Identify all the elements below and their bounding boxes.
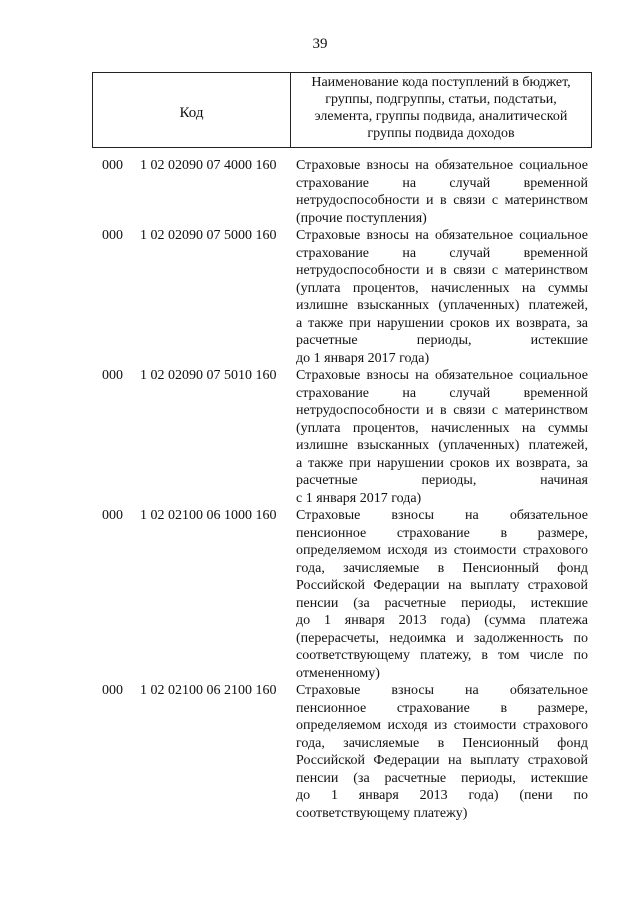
revenue-code: 1 02 02100 06 2100 160: [140, 683, 277, 698]
description-line: Страховые взносы на обязательное: [296, 683, 588, 698]
description-line: до 1 января 2013 года) (сумма платежа: [296, 613, 588, 628]
description-line: нетрудоспособности и в связи с материнством: [296, 263, 588, 278]
description-line: расчетные периоды, начиная: [296, 473, 588, 488]
revenue-code: 1 02 02090 07 4000 160: [140, 158, 277, 173]
revenue-code: 1 02 02090 07 5000 160: [140, 228, 277, 243]
description-line: пенсионное страхование в размере,: [296, 700, 588, 716]
table-row: [0, 507, 640, 682]
table-row: [0, 367, 640, 507]
description-line: нетрудоспособности и в связи с материнством: [296, 403, 588, 418]
admin-code: 000: [102, 158, 123, 173]
table-row: [0, 682, 640, 822]
description-line: отмененному): [296, 665, 380, 681]
description-line: а также при нарушении сроков их возврата, за: [296, 315, 588, 331]
admin-code: 000: [102, 683, 123, 698]
revenue-code: 1 02 02100 06 1000 160: [140, 508, 277, 523]
description-line: с 1 января 2017 года): [296, 490, 422, 506]
admin-code: 000: [102, 368, 123, 383]
description-line: пенсии (за расчетные периоды, истекшие: [296, 770, 588, 786]
description-line: Страховые взносы на обязательное социальное: [296, 158, 588, 173]
table-header: [92, 72, 592, 148]
description-line: Страховые взносы на обязательное социальное: [296, 228, 588, 243]
description-line: пенсии (за расчетные периоды, истекшие: [296, 595, 588, 611]
header-code-label: Код: [179, 104, 204, 121]
description-line: (уплата процентов, начисленных на суммы: [296, 280, 588, 296]
description-line: соответствующему платежу, в том числе по: [296, 648, 588, 663]
description-line: Российской Федерации на выплату страховой: [296, 753, 588, 768]
description-line: нетрудоспособности и в связи с материнством: [296, 193, 588, 208]
description-line: соответствующему платежу): [296, 805, 468, 821]
description-line: излишне взысканных (уплаченных) платежей,: [296, 298, 588, 313]
description-line: до 1 января 2013 года) (пени по: [296, 788, 588, 803]
table-row: [0, 227, 640, 367]
revenue-code: 1 02 02090 07 5010 160: [140, 368, 277, 383]
description-line: года, зачисляемые в Пенсионный фонд: [296, 735, 588, 751]
header-code-cell: [93, 73, 291, 147]
description-line: (перерасчеты, недоимка и задолженность по: [296, 630, 588, 646]
table-body: [0, 157, 640, 822]
header-name-line: группы подвида доходов: [367, 126, 515, 141]
header-name-line: Наименование кода поступлений в бюджет,: [311, 75, 571, 90]
table-row: [0, 157, 640, 227]
description-line: Страховые взносы на обязательное социальное: [296, 368, 588, 383]
description-line: года, зачисляемые в Пенсионный фонд: [296, 560, 588, 576]
description-line: (прочие поступления): [296, 210, 427, 226]
revenue-description: [296, 507, 588, 682]
admin-code: 000: [102, 228, 123, 243]
header-name-cell: [291, 73, 591, 147]
description-line: страхование на случай временной: [296, 245, 588, 261]
description-line: а также при нарушении сроков их возврата, за: [296, 455, 588, 471]
description-line: Российской Федерации на выплату страховой: [296, 578, 588, 593]
description-line: излишне взысканных (уплаченных) платежей,: [296, 438, 588, 453]
description-line: до 1 января 2017 года): [296, 350, 430, 366]
revenue-description: [296, 157, 588, 227]
revenue-description: [296, 227, 588, 367]
admin-code: 000: [102, 508, 123, 523]
description-line: определяемом исходя из стоимости страхового: [296, 543, 588, 558]
header-name-line: группы, подгруппы, статьи, подстатьи,: [325, 92, 557, 107]
header-name-line: элемента, группы подвида, аналитической: [314, 109, 568, 124]
description-line: (уплата процентов, начисленных на суммы: [296, 420, 588, 436]
revenue-description: [296, 682, 588, 822]
revenue-description: [296, 367, 588, 507]
description-line: Страховые взносы на обязательное: [296, 508, 588, 523]
description-line: расчетные периоды, истекшие: [296, 333, 588, 348]
description-line: страхование на случай временной: [296, 385, 588, 401]
description-line: пенсионное страхование в размере,: [296, 525, 588, 541]
description-line: страхование на случай временной: [296, 175, 588, 191]
page-number: 39: [312, 36, 328, 52]
description-line: определяемом исходя из стоимости страхового: [296, 718, 588, 733]
